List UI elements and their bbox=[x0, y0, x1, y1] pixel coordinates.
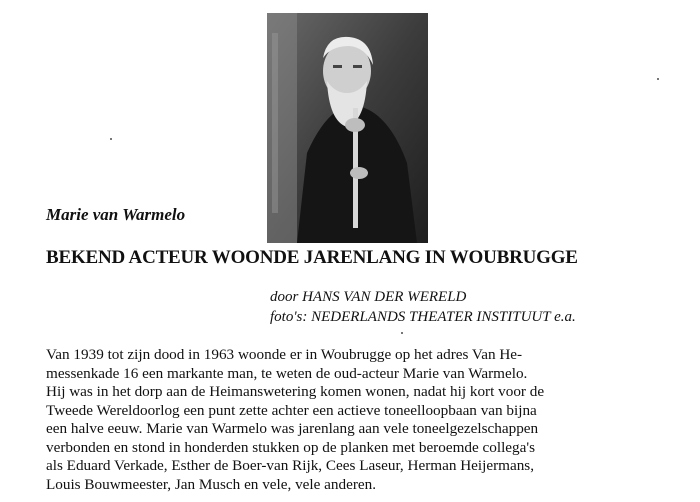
body-line: Van 1939 tot zijn dood in 1963 woonde er in Woubrugge op het adres Van He- bbox=[46, 346, 523, 363]
body-line: een halve eeuw. Marie van Warmelo was jarenlang aan vele toneelgezelschappen bbox=[46, 420, 539, 437]
byline bbox=[270, 287, 576, 327]
body-line: als Eduard Verkade, Esther de Boer-van Rijk, Cees Laseur, Herman Heijermans, bbox=[46, 457, 535, 474]
scan-speck bbox=[401, 332, 403, 334]
article-headline: BEKEND ACTEUR WOONDE JARENLANG IN WOUBRUGGE bbox=[46, 247, 578, 268]
author-credit: door HANS VAN DER WERELD bbox=[270, 289, 467, 305]
article-body bbox=[46, 346, 666, 494]
portrait-photo bbox=[267, 13, 428, 243]
body-line: Tweede Wereldoorlog een punt zette achter een actieve toneelloopbaan van bijna bbox=[46, 401, 537, 419]
photo-caption: Marie van Warmelo bbox=[46, 205, 186, 224]
body-line: Louis Bouwmeester, Jan Musch en vele, vele anderen. bbox=[46, 475, 377, 493]
scan-speck bbox=[110, 138, 112, 140]
portrait-illustration bbox=[267, 13, 428, 243]
body-line: verbonden en stond in honderden stukken op de planken met beroemde collega's bbox=[46, 438, 536, 456]
body-line: messenkade 16 een markante man, te weten de oud-acteur Marie van Warmelo. bbox=[46, 364, 528, 382]
photo-credit: foto's: NEDERLANDS THEATER INSTITUUT e.a. bbox=[270, 309, 576, 325]
body-line: Hij was in het dorp aan de Heimanswetering komen wonen, nadat hij kort voor de bbox=[46, 383, 545, 400]
scan-speck bbox=[657, 78, 659, 80]
